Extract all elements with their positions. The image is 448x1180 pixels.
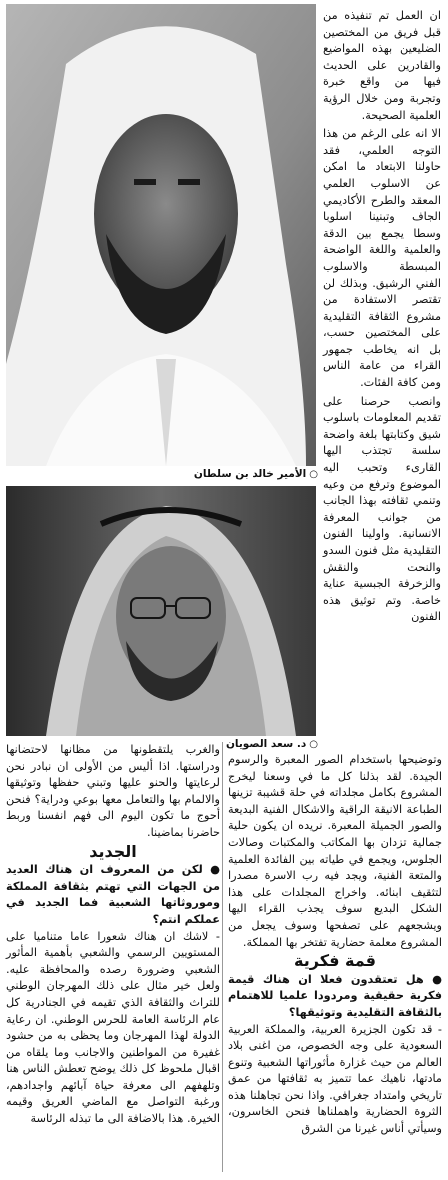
interview-answer: - لاشك ان هناك شعورا عاما متناميا على المستويين الرسمي والشعبي بأهمية المأثور الشعبي وضرورة رصده والمحافظة عليه. ولعل خير مثال على ذلك المهرجان الوطني للتراث والثقافة الذي تقيمه في الجنادرية كل عام الرئاسة العامة للحرس الوطني. ان رعاية الدولة لهذا المهرجان وما يحظى به من حشود غفيرة من المواطنين والاجانب وما يلقاه من اقبال ملحوظ كل ذلك يوضح تعطش الناس هنا وتلهفهم الى معرفة حياة آبائهم واجدادهم، ورغبة التواصل مع الماضي العريق وقيمه الخيرة. هذا بالاضافة الى ما تبذله الرئاسة [6,929,220,1126]
right-text-column [323,8,441,628]
paragraph: ان العمل تم تنفيذه من قبل فريق من المختصين الضليعين بهذه المواضيع والقادرين على الحديث فيها من واقع خبرة وتجربة ومن خلال الرؤية العلمية الصحيحة. [323,9,441,122]
interview-answer: - قد تكون الجزيرة العربية، والمملكة العربية السعودية على وجه الخصوص، من اغنى بلاد العالم من حيث غزارة مأثوراتها الشعبية وتنوع مادتها، ناهيك عما تتميز به ثقافتها من عمق تاريخي وامتداد جغرافي. واذا نحن تجاهلنا هذه الثروة الحضارية واهملناها فنحن الخاسرون، وسيأتي أناس غيرنا من الشرق [228,1022,442,1136]
portrait-photo-prince [6,4,316,466]
left-text-column [6,742,220,1128]
caption-text: د. سعد الصويان [225,738,307,750]
caption-bullet: ○ [309,469,318,480]
middle-right-text-column [228,752,442,1138]
section-heading-jadeed: الجديد [89,841,137,861]
paragraph: وتوضيحها باستخدام الصور المعبرة والرسوم الجيدة. لقد بذلنا كل ما في وسعنا ليخرج المشروع بكامل مجلداته في حلة قشيبة تزينها الطباعة الانيقة الراقية والاشكال الفنية البديعة والصور الجميلة المعبرة. نريده ان يكون حلية جمالية تزدان بها المكاتب والمكتبات وصالات الجلوس، ويجمع في طياته بين الفائدة العلمية والمتعة الفنية، ويجد فيه رب الاسرة مصدرا لتثقيف ابنائه. واخراج المجلدات على هذا الشكل البديع سوف يجذب القراء اليها ويشجعهم على تصفحها وسوف يجعل من المشروع معلمة حضارية تفتخر بها المملكة. [228,753,442,949]
interview-question: ● لكن من المعروف ان هناك العديد من الجهات التي تهتم بثقافة المملكة وموروثاتها الشعبية فما الجديد في عملكم انتم؟ [6,863,220,926]
portrait-image [6,486,316,736]
caption-text: الأمير خالد بن سلطان [193,468,307,480]
paragraph: الا انه على الرغم من هذا التوجه العلمي، فقد حاولنا الابتعاد ما امكن عن الاسلوب العلمي المعقد والطرح الأكاديمي الجاف وتبنينا اسلوبا وسطا يجمع بين الدقة والعلمية واللغة الواضحة المبسطة والاسلوب الفني الرشيق. وبذلك لن تقتصر الاستفادة من مشروع الثقافة التقليدية على المختصين حسب، بل انه يخاطب جمهور القراء من عامة الناس ومن كافة الفئات. [323,127,441,390]
portrait-image [6,4,316,466]
interview-question: ● هل تعتقدون فعلا ان هناك قيمة فكرية حقيقية ومردودا علميا للاهتمام بالثقافة التقليدية وتوثيقها؟ [228,972,442,1019]
portrait-photo-doctor [6,486,316,736]
paragraph: وانصب حرصنا على تقديم المعلومات باسلوب شيق وكتابتها بلغة واضحة سلسة تجتذب اليها القارىء وتحبب اليه الموضوع وترفع من وعيه وتنمي ثقافته بهذا الجانب من جوانب المعرفة الانسانية. واولينا الفنون التقليدية مثل فنون السدو والنحت والنقش والزخرفة الجبسية عناية خاصة. وتم توثيق هذه الفنون [323,394,441,624]
section-heading-fikriya: قمة فكرية [294,951,376,971]
photo-caption-prince [150,468,318,480]
caption-bullet: ○ [309,739,318,750]
column-divider [222,742,223,1172]
paragraph: والغرب يلتقطونها من مظانها لاحتضانها ودراستها. اذا أليس من الأولى ان نبادر نحن لرعايتها والحنو عليها وتبني حفظها وتوثيقها والالمام بها والتعامل معها بوعي ودراية؟ فنحن أحوج ما تكون اليوم الى فهم انفسنا وربط حاضرنا بماضينا. [6,743,220,839]
